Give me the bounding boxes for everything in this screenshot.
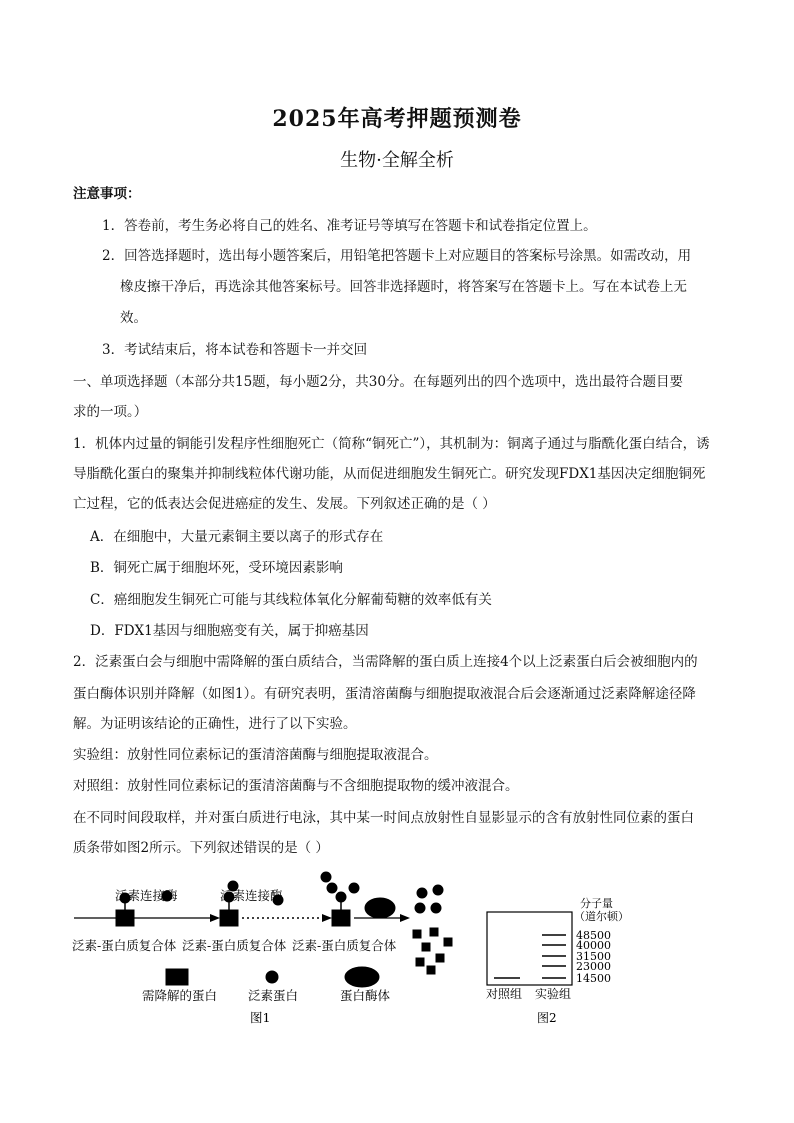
q2-stem-line-7: 质条带如图2所示。下列叙述错误的是（ ） [73, 840, 329, 856]
mw-axis-unit: （道尔顿） [574, 910, 629, 923]
section-heading-cont: 求的一项。） [73, 404, 148, 420]
target-protein-2 [220, 910, 238, 926]
enzyme-label-1: 泛素连接酶 [115, 888, 178, 903]
q1-stem-line-1: 1．机体内过量的铜能引发程序性细胞死亡（简称“铜死亡”），其机制为：铜离子通过与脂酰化蛋白结合，诱 [73, 436, 710, 452]
page-title: 2025年高考押题预测卷 [272, 106, 522, 132]
q1-option-b: B．铜死亡属于细胞坏死，受环境因素影响 [90, 560, 343, 576]
page-subtitle: 生物·全解全析 [340, 150, 454, 171]
q1-stem-line-3: 亡过程，它的低表达会促进癌症的发生、发展。下列叙述正确的是（ ） [73, 496, 496, 512]
q2-stem-line-1: 2．泛素蛋白会与细胞中需降解的蛋白质结合，当需降解的蛋白质上连接4个以上泛素蛋白后会被细胞内的 [73, 654, 698, 670]
q1-option-a: A．在细胞中，大量元素铜主要以离子的形式存在 [90, 529, 384, 545]
section-heading: 一、单项选择题（本部分共15题，每小题2分，共30分。在每题列出的四个选项中，选出最符合题目要 [73, 374, 683, 390]
enzyme-label-2: 泛素连接酶 [220, 888, 283, 903]
complex-label-2: 泛素-蛋白质复合体 [182, 938, 287, 953]
notice-item-3: 3．考试结束后，将本试卷和答题卡一并交回 [102, 342, 368, 358]
q2-stem-line-6: 在不同时间段取样，并对蛋白质进行电泳，其中某一时间点放射性自显影显示的含有放射性同位素的蛋白 [73, 810, 694, 826]
figure-2-electrophoresis [480, 895, 629, 1030]
notice-item-2-cont2: 效。 [120, 310, 147, 326]
q2-experiment-group: 实验组：放射性同位素标记的蛋清溶菌酶与细胞提取液混合。 [73, 747, 438, 763]
mw-label-31500: 31500 [576, 950, 611, 963]
q2-control-group: 对照组：放射性同位素标记的蛋清溶菌酶与不含细胞提取物的缓冲液混合。 [73, 778, 519, 794]
ubiquitin-3c [321, 872, 331, 882]
figure-1-caption: 图1 [250, 1010, 271, 1025]
complex-label-3: 泛素-蛋白质复合体 [292, 938, 397, 953]
legend-proteasome-symbol [345, 967, 379, 987]
legend-target-label: 需降解的蛋白 [142, 988, 218, 1003]
complex-label-1: 泛素-蛋白质复合体 [72, 938, 177, 953]
q1-option-d: D．FDX1基因与细胞癌变有关，属于抑癌基因 [90, 623, 369, 639]
q2-stem-line-3: 解。为证明该结论的正确性，进行了以下实验。 [73, 716, 357, 732]
lane-control-label: 对照组 [486, 987, 523, 1001]
notice-item-1: 1．答卷前，考生务必将自己的姓名、准考证号等填写在答题卡和试卷指定位置上。 [102, 218, 597, 234]
legend-ubiquitin-label: 泛素蛋白 [248, 988, 299, 1003]
ubiquitin-3b [327, 883, 337, 893]
mw-label-48500: 48500 [576, 929, 611, 942]
legend-proteasome-label: 蛋白酶体 [340, 988, 391, 1003]
mw-label-14500: 14500 [576, 972, 611, 985]
figure-1-ubiquitin-pathway [70, 866, 480, 1031]
notice-item-2: 2．回答选择题时，选出每小题答案后，用铅笔把答题卡上对应题目的答案标号涂黑。如需改动，用 [102, 248, 692, 264]
figure-2-caption: 图2 [537, 1011, 557, 1025]
notice-heading: 注意事项： [73, 186, 141, 202]
legend-ubiquitin-symbol [266, 971, 278, 983]
lane-experiment-label: 实验组 [535, 987, 572, 1001]
ubiquitin-3d [349, 883, 359, 893]
ubiquitin-3a [336, 892, 346, 902]
mw-label-40000: 40000 [576, 939, 611, 952]
mw-label-23000: 23000 [576, 960, 611, 973]
target-protein-3 [332, 910, 350, 926]
mw-axis-title: 分子量 [580, 897, 613, 910]
proteasome [365, 898, 395, 918]
notice-item-2-cont: 橡皮擦干净后，再选涂其他答案标号。回答非选择题时，将答案写在答题卡上。写在本试卷上无 [120, 279, 687, 295]
gel-frame [487, 912, 572, 985]
q1-option-c: C．癌细胞发生铜死亡可能与其线粒体氧化分解葡萄糖的效率低有关 [90, 592, 492, 608]
q1-stem-line-2: 导脂酰化蛋白的聚集并抑制线粒体代谢功能，从而促进细胞发生铜死亡。研究发现FDX1基因决定细胞铜死 [73, 466, 706, 482]
q2-stem-line-2: 蛋白酶体识别并降解（如图1）。有研究表明，蛋清溶菌酶与细胞提取液混合后会逐渐通过泛素降解途径降 [73, 686, 696, 702]
legend-target-symbol [166, 969, 188, 985]
